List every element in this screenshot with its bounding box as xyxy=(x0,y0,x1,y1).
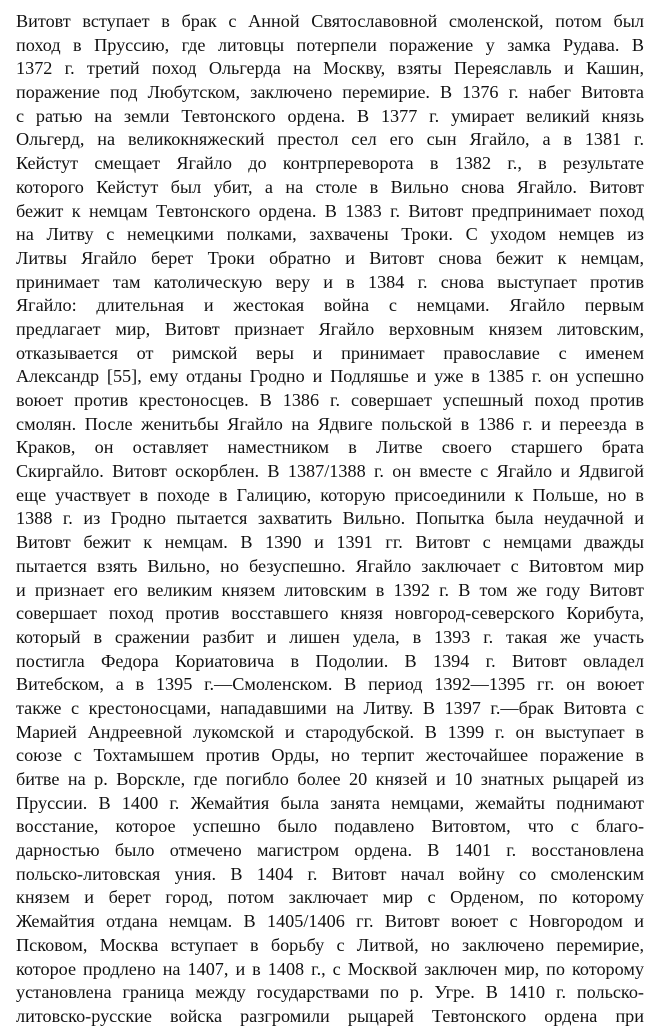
text-line: и признает его великим князем литовским в 1392 г. В том же году Витовт xyxy=(16,579,644,600)
text-line: Витовт бежит к немцам. В 1390 и 1391 гг. Витовт с немцами дважды xyxy=(16,532,644,553)
text-line: Ольгерд, на великокняжеский престол сел его сын Ягайло, а в 1381 г. xyxy=(16,129,644,150)
text-line: литовско-русские войска разгромили рыцарей Тевтонского ордена при xyxy=(16,1005,644,1026)
text-line: польско-литовская уния. В 1404 г. Витовт начал войну со смоленским xyxy=(16,863,644,884)
text-line: битве на р. Ворскле, где погибло более 20 князей и 10 знатных рыцарей из xyxy=(16,769,644,789)
page-text xyxy=(16,10,644,1029)
text-line: Марией Андреевной лукомской и стародубской. В 1399 г. он выступает в xyxy=(16,721,644,742)
text-line: Витовт вступает в брак с Анной Святославовной смоленской, потом был xyxy=(16,11,644,31)
text-line: бежит к немцам Тевтонского ордена. В 1383 г. Витовт предпринимает поход xyxy=(16,200,644,221)
text-line: Кейстут смещает Ягайло до контрпереворота в 1382 г., в результате xyxy=(16,153,644,174)
text-line: 1388 г. из Гродно пытается захватить Вильно. Попытка была неудачной и xyxy=(16,508,644,529)
text-line: Витебском, а в 1395 г.—Смоленском. В период 1392—1395 гг. он воюет xyxy=(16,674,644,695)
text-line: Ягайло: длительная и жестокая война с немцами. Ягайло первым xyxy=(16,295,644,316)
text-line: которого Кейстут был убит, а на столе в Вильно снова Ягайло. Витовт xyxy=(16,176,644,197)
text-line: Краков, он оставляет наместником в Литве своего старшего брата xyxy=(16,437,644,458)
text-line: Литвы Ягайло берет Троки обратно и Витовт снова бежит к немцам, xyxy=(16,247,644,268)
text-line: принимает там католическую веру и в 1384 г. снова выступает против xyxy=(16,271,644,292)
text-line: Александр [55], ему отданы Гродно и Подляшье и уже в 1385 г. он успешно xyxy=(16,366,644,387)
text-line: смолян. После женитьбы Ягайло на Ядвиге польской в 1386 г. и переезда в xyxy=(16,413,644,434)
text-line: совершает поход против восставшего князя новгород-северского Корибута, xyxy=(16,603,644,624)
text-line: Жемайтия отдана немцам. В 1405/1406 гг. Витовт воюет с Новгородом и xyxy=(16,911,644,932)
text-line: 1372 г. третий поход Ольгерда на Москву, взяты Переяславль и Кашин, xyxy=(16,58,644,79)
text-line: Скиргайло. Витовт оскорблен. В 1387/1388 г. он вместе с Ягайло и Ядвигой xyxy=(16,461,644,482)
text-line: на Литву с немецкими полками, захвачены Троки. С уходом немцев из xyxy=(16,224,644,245)
text-line: которое продлено на 1407, и в 1408 г., с Москвой заключен мир, по которому xyxy=(16,958,644,979)
text-line: пытается взять Вильно, но безуспешно. Ягайло заключает с Витовтом мир xyxy=(16,555,644,576)
text-line: поход в Пруссию, где литовцы потерпели поражение у замка Рудава. В xyxy=(16,34,644,55)
text-line: князем и берет город, потом заключает мир с Орденом, по которому xyxy=(16,887,644,908)
text-line: предлагает мир, Витовт признает Ягайло верховным князем литовским, xyxy=(16,318,644,339)
text-line: союзе с Тохтамышем против Орды, но терпит жесточайшее поражение в xyxy=(16,745,644,766)
text-line: установлена граница между государствами по р. Угре. В 1410 г. польско- xyxy=(16,982,644,1003)
text-line: постигла Федора Кориатовича в Подолии. В 1394 г. Витовт овладел xyxy=(16,650,644,671)
text-line: еще участвует в походе в Галицию, которую присоединили к Польше, но в xyxy=(16,484,644,505)
text-line: поражение под Любутском, заключено перемирие. В 1376 г. набег Витовта xyxy=(16,82,644,103)
text-line: Пруссии. В 1400 г. Жемайтия была занята немцами, жемайты поднимают xyxy=(16,792,644,813)
text-line: восстание, которое успешно было подавлено Витовтом, что с благо- xyxy=(16,816,644,837)
text-line: дарностью было отмечено магистром ордена. В 1401 г. восстановлена xyxy=(16,840,644,861)
text-line: с ратью на земли Тевтонского ордена. В 1377 г. умирает великий князь xyxy=(16,105,644,126)
text-line: воюет против крестоносцев. В 1386 г. совершает успешный поход против xyxy=(16,390,644,410)
text-line: отказывается от римской веры и принимает православие с именем xyxy=(16,342,644,363)
text-line: который в сражении разбит и лишен удела, в 1393 г. такая же участь xyxy=(16,626,644,647)
text-line: Псковом, Москва вступает в борьбу с Литвой, но заключено перемирие, xyxy=(16,934,644,955)
text-line: также с крестоносцами, нападавшими на Литву. В 1397 г.—брак Витовта с xyxy=(16,697,644,718)
